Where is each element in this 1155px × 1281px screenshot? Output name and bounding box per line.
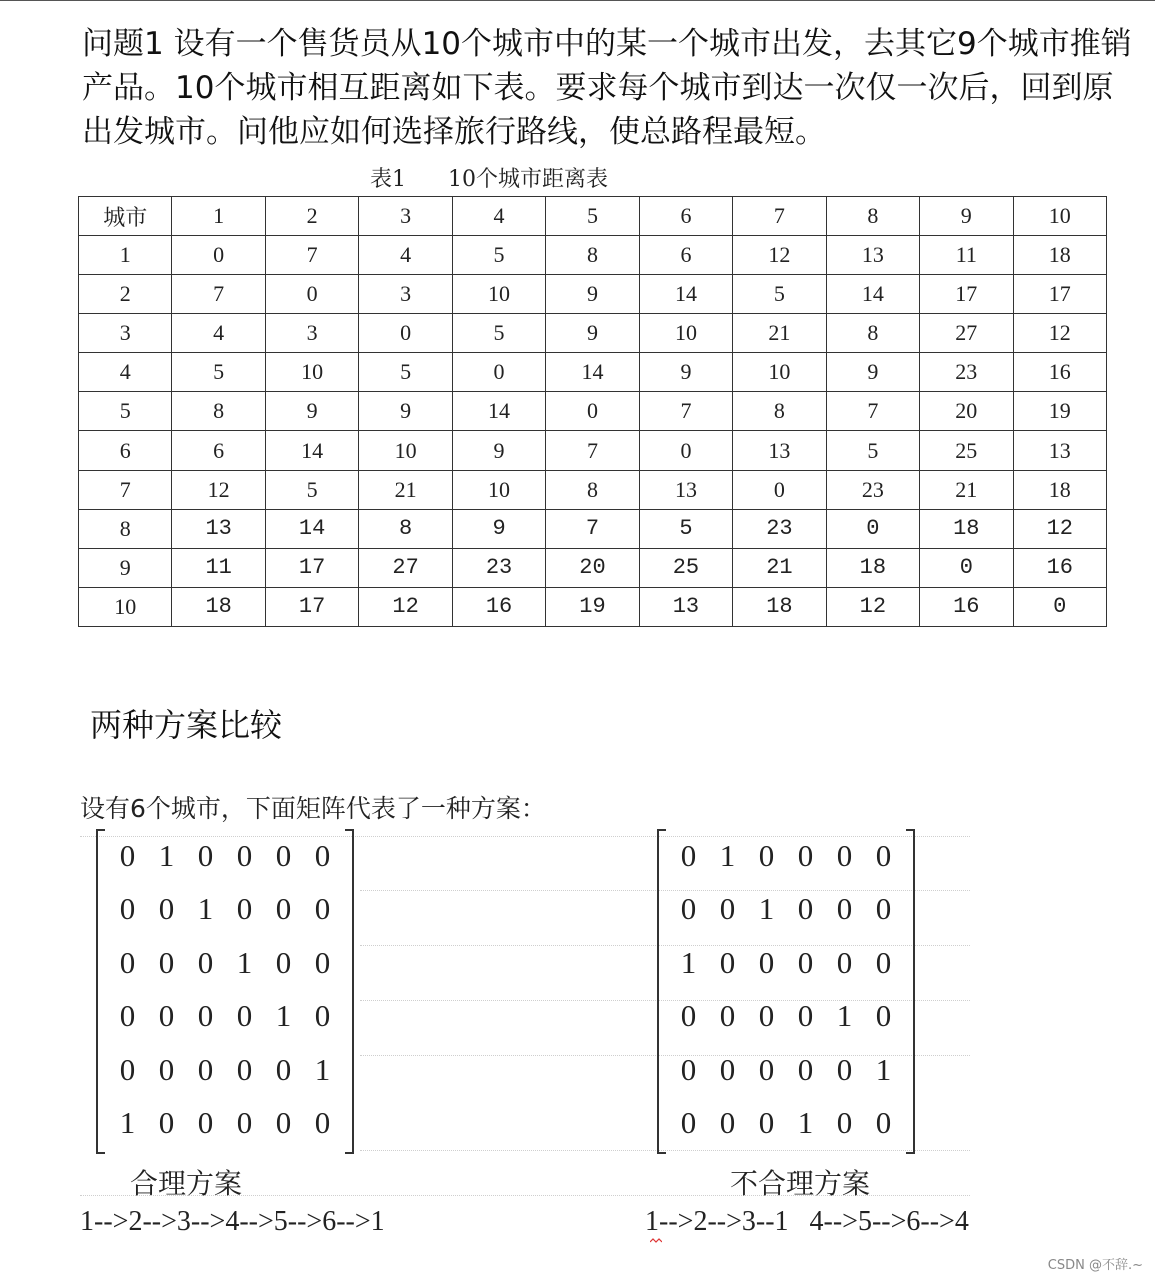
distance-cell: 12 xyxy=(172,470,265,509)
row-header-cell: 4 xyxy=(79,353,172,392)
matrix-entry: 0 xyxy=(797,1051,814,1087)
matrix-entry: 0 xyxy=(314,944,331,980)
matrix-entry: 0 xyxy=(680,837,697,873)
matrix-entry: 0 xyxy=(758,944,775,980)
matrix-entry: 0 xyxy=(275,1051,292,1087)
distance-cell: 5 xyxy=(359,353,452,392)
distance-cell: 0 xyxy=(452,353,545,392)
distance-cell: 14 xyxy=(265,431,358,470)
distance-cell: 12 xyxy=(733,236,826,275)
matrix-grid xyxy=(108,829,342,1150)
matrix-entry: 0 xyxy=(314,1105,331,1141)
matrix-entry: 0 xyxy=(758,998,775,1034)
matrix-entry: 0 xyxy=(236,998,253,1034)
row-header-cell: 10 xyxy=(79,587,172,626)
matrix-entry: 1 xyxy=(680,944,697,980)
matrix-entry: 0 xyxy=(314,837,331,873)
distance-cell: 14 xyxy=(826,275,919,314)
matrix-entry: 0 xyxy=(119,1051,136,1087)
distance-cell: 3 xyxy=(359,275,452,314)
spellcheck-squiggle xyxy=(650,1238,662,1244)
matrix-entry: 1 xyxy=(758,891,775,927)
distance-cell: 10 xyxy=(639,314,732,353)
distance-cell: 7 xyxy=(546,431,639,470)
row-header-cell: 6 xyxy=(79,431,172,470)
matrix-entry: 0 xyxy=(197,1051,214,1087)
matrix-entry: 0 xyxy=(719,891,736,927)
section-title: 两种方案比较 xyxy=(90,706,283,744)
distance-cell: 13 xyxy=(733,431,826,470)
matrix-entry: 0 xyxy=(797,998,814,1034)
distance-cell: 7 xyxy=(265,236,358,275)
distance-cell: 11 xyxy=(920,236,1013,275)
reasonable-label: 合理方案 xyxy=(130,1167,243,1200)
distance-cell: 17 xyxy=(265,587,358,626)
table-header-row xyxy=(79,197,1107,236)
matrix-entry: 0 xyxy=(275,944,292,980)
matrix-entry: 0 xyxy=(836,891,853,927)
distance-cell: 17 xyxy=(1013,275,1106,314)
distance-cell: 21 xyxy=(359,470,452,509)
matrix-entry: 0 xyxy=(119,891,136,927)
distance-cell: 13 xyxy=(1013,431,1106,470)
distance-cell: 14 xyxy=(639,275,732,314)
matrix-entry: 0 xyxy=(797,837,814,873)
matrix-entry: 0 xyxy=(875,837,892,873)
distance-cell: 3 xyxy=(265,314,358,353)
distance-cell: 21 xyxy=(920,470,1013,509)
distance-cell: 10 xyxy=(452,470,545,509)
table-row xyxy=(79,275,1107,314)
matrix-entry: 0 xyxy=(275,837,292,873)
matrix-entry: 0 xyxy=(719,1051,736,1087)
distance-cell: 20 xyxy=(546,548,639,587)
distance-cell: 23 xyxy=(826,470,919,509)
right-bracket xyxy=(345,829,354,1154)
distance-cell: 13 xyxy=(826,236,919,275)
matrix-entry: 1 xyxy=(875,1051,892,1087)
matrix-entry: 0 xyxy=(680,891,697,927)
matrix-entry: 0 xyxy=(158,1051,175,1087)
distance-cell: 12 xyxy=(826,587,919,626)
distance-cell: 27 xyxy=(920,314,1013,353)
distance-cell: 21 xyxy=(733,314,826,353)
unreasonable-route: 1-->2-->3--1 4-->5-->6-->4 xyxy=(645,1206,969,1237)
matrix-entry: 1 xyxy=(197,891,214,927)
matrix-entry: 0 xyxy=(836,1105,853,1141)
column-header-cell: 2 xyxy=(265,197,358,236)
distance-cell: 23 xyxy=(733,509,826,548)
column-header-cell: 8 xyxy=(826,197,919,236)
header-corner-cell: 城市 xyxy=(79,197,172,236)
matrix-entry: 0 xyxy=(758,837,775,873)
matrix-entry: 0 xyxy=(236,1051,253,1087)
distance-cell: 12 xyxy=(359,587,452,626)
matrix-entry: 0 xyxy=(158,891,175,927)
reasonable-matrix xyxy=(96,829,354,1150)
distance-cell: 18 xyxy=(1013,470,1106,509)
distance-cell: 16 xyxy=(920,587,1013,626)
unreasonable-label: 不合理方案 xyxy=(730,1167,871,1200)
distance-cell: 13 xyxy=(639,587,732,626)
matrix-entry: 0 xyxy=(836,944,853,980)
distance-cell: 8 xyxy=(546,236,639,275)
distance-cell: 8 xyxy=(733,392,826,431)
distance-cell: 0 xyxy=(172,236,265,275)
distance-cell: 0 xyxy=(1013,587,1106,626)
distance-cell: 5 xyxy=(452,314,545,353)
table-row xyxy=(79,470,1107,509)
column-header-cell: 9 xyxy=(920,197,1013,236)
distance-cell: 9 xyxy=(546,314,639,353)
matrix-entry: 0 xyxy=(275,1105,292,1141)
row-header-cell: 8 xyxy=(79,509,172,548)
column-header-cell: 4 xyxy=(452,197,545,236)
distance-cell: 8 xyxy=(826,314,919,353)
distance-cell: 9 xyxy=(452,509,545,548)
matrix-entry: 0 xyxy=(680,998,697,1034)
matrix-entry: 0 xyxy=(836,837,853,873)
table-row xyxy=(79,548,1107,587)
distance-cell: 0 xyxy=(733,470,826,509)
distance-cell: 4 xyxy=(359,236,452,275)
matrix-entry: 0 xyxy=(236,1105,253,1141)
row-header-cell: 2 xyxy=(79,275,172,314)
distance-cell: 9 xyxy=(452,431,545,470)
matrix-entry: 0 xyxy=(875,998,892,1034)
matrix-entry: 0 xyxy=(119,998,136,1034)
matrix-entry: 0 xyxy=(236,837,253,873)
matrix-entry: 1 xyxy=(236,944,253,980)
distance-cell: 27 xyxy=(359,548,452,587)
matrix-entry: 0 xyxy=(119,944,136,980)
watermark: CSDN @不辞.~ xyxy=(1047,1258,1143,1273)
matrix-entry: 0 xyxy=(314,998,331,1034)
matrix-entry: 1 xyxy=(797,1105,814,1141)
unreasonable-matrix xyxy=(657,829,915,1150)
matrix-entry: 0 xyxy=(275,891,292,927)
distance-cell: 16 xyxy=(1013,548,1106,587)
distance-cell: 14 xyxy=(452,392,545,431)
matrix-entry: 0 xyxy=(119,837,136,873)
problem-statement: 问题1 设有一个售货员从10个城市中的某一个城市出发，去其它9个城市推销产品。10个城市相互距离如下表。要求每个城市到达一次仅一次后，回到原出发城市。问他应如何选择旅行路线，使总路程最短。 xyxy=(82,26,1132,150)
matrix-entry: 0 xyxy=(758,1105,775,1141)
matrix-entry: 0 xyxy=(719,998,736,1034)
matrix-entry: 0 xyxy=(875,1105,892,1141)
distance-table xyxy=(78,196,1107,627)
distance-cell: 10 xyxy=(359,431,452,470)
distance-cell: 23 xyxy=(920,353,1013,392)
distance-cell: 9 xyxy=(359,392,452,431)
distance-cell: 5 xyxy=(826,431,919,470)
matrix-entry: 0 xyxy=(197,837,214,873)
matrix-entry: 0 xyxy=(158,998,175,1034)
matrix-entry: 0 xyxy=(158,944,175,980)
distance-cell: 0 xyxy=(265,275,358,314)
distance-cell: 20 xyxy=(920,392,1013,431)
distance-cell: 10 xyxy=(733,353,826,392)
row-header-cell: 7 xyxy=(79,470,172,509)
distance-cell: 8 xyxy=(546,470,639,509)
distance-cell: 18 xyxy=(826,548,919,587)
distance-cell: 10 xyxy=(265,353,358,392)
distance-cell: 25 xyxy=(639,548,732,587)
table-row xyxy=(79,587,1107,626)
matrix-entry: 0 xyxy=(836,1051,853,1087)
distance-cell: 0 xyxy=(639,431,732,470)
matrix-entry: 0 xyxy=(719,1105,736,1141)
distance-cell: 0 xyxy=(546,392,639,431)
column-header-cell: 1 xyxy=(172,197,265,236)
distance-cell: 12 xyxy=(1013,314,1106,353)
top-rule xyxy=(0,0,1155,1)
row-header-cell: 3 xyxy=(79,314,172,353)
distance-cell: 6 xyxy=(639,236,732,275)
matrix-entry: 1 xyxy=(719,837,736,873)
distance-cell: 16 xyxy=(452,587,545,626)
matrix-entry: 0 xyxy=(197,944,214,980)
distance-cell: 9 xyxy=(639,353,732,392)
matrix-entry: 0 xyxy=(314,891,331,927)
distance-cell: 12 xyxy=(1013,509,1106,548)
column-header-cell: 5 xyxy=(546,197,639,236)
table-row xyxy=(79,314,1107,353)
distance-cell: 7 xyxy=(172,275,265,314)
distance-cell: 17 xyxy=(265,548,358,587)
matrix-entry: 0 xyxy=(236,891,253,927)
distance-cell: 18 xyxy=(920,509,1013,548)
matrix-entry: 1 xyxy=(158,837,175,873)
table-row xyxy=(79,509,1107,548)
left-bracket xyxy=(657,829,666,1154)
distance-cell: 19 xyxy=(1013,392,1106,431)
row-header-cell: 1 xyxy=(79,236,172,275)
distance-cell: 9 xyxy=(826,353,919,392)
reasonable-route: 1-->2-->3-->4-->5-->6-->1 xyxy=(80,1206,385,1237)
matrix-entry: 0 xyxy=(719,944,736,980)
distance-cell: 0 xyxy=(826,509,919,548)
matrix-entry: 0 xyxy=(875,891,892,927)
matrix-entry: 1 xyxy=(836,998,853,1034)
distance-cell: 9 xyxy=(265,392,358,431)
column-header-cell: 6 xyxy=(639,197,732,236)
distance-cell: 19 xyxy=(546,587,639,626)
distance-cell: 5 xyxy=(639,509,732,548)
distance-cell: 7 xyxy=(546,509,639,548)
distance-cell: 21 xyxy=(733,548,826,587)
matrix-entry: 0 xyxy=(797,891,814,927)
matrix-entry: 0 xyxy=(758,1051,775,1087)
row-header-cell: 9 xyxy=(79,548,172,587)
distance-cell: 5 xyxy=(172,353,265,392)
table-row xyxy=(79,431,1107,470)
distance-cell: 5 xyxy=(452,236,545,275)
intro-text: 设有6个城市，下面矩阵代表了一种方案： xyxy=(80,794,546,823)
distance-cell: 17 xyxy=(920,275,1013,314)
distance-cell: 16 xyxy=(1013,353,1106,392)
matrix-entry: 0 xyxy=(875,944,892,980)
distance-cell: 0 xyxy=(359,314,452,353)
column-header-cell: 10 xyxy=(1013,197,1106,236)
matrix-grid xyxy=(669,829,903,1150)
table-caption: 表1 10个城市距离表 xyxy=(370,167,608,192)
right-bracket xyxy=(906,829,915,1154)
matrix-entry: 0 xyxy=(680,1105,697,1141)
distance-cell: 8 xyxy=(172,392,265,431)
left-bracket xyxy=(96,829,105,1154)
distance-cell: 14 xyxy=(546,353,639,392)
distance-cell: 18 xyxy=(172,587,265,626)
matrix-entry: 1 xyxy=(119,1105,136,1141)
matrix-entry: 0 xyxy=(158,1105,175,1141)
matrix-entry: 0 xyxy=(197,1105,214,1141)
matrix-entry: 0 xyxy=(197,998,214,1034)
distance-cell: 7 xyxy=(639,392,732,431)
distance-cell: 10 xyxy=(452,275,545,314)
distance-cell: 7 xyxy=(826,392,919,431)
distance-cell: 8 xyxy=(359,509,452,548)
row-header-cell: 5 xyxy=(79,392,172,431)
distance-cell: 18 xyxy=(1013,236,1106,275)
distance-cell: 25 xyxy=(920,431,1013,470)
distance-cell: 0 xyxy=(920,548,1013,587)
distance-cell: 14 xyxy=(265,509,358,548)
column-header-cell: 7 xyxy=(733,197,826,236)
distance-cell: 11 xyxy=(172,548,265,587)
distance-cell: 23 xyxy=(452,548,545,587)
distance-cell: 5 xyxy=(265,470,358,509)
table-row xyxy=(79,236,1107,275)
distance-cell: 13 xyxy=(172,509,265,548)
table-row xyxy=(79,392,1107,431)
distance-cell: 6 xyxy=(172,431,265,470)
distance-cell: 4 xyxy=(172,314,265,353)
column-header-cell: 3 xyxy=(359,197,452,236)
matrix-entry: 0 xyxy=(680,1051,697,1087)
table-row xyxy=(79,353,1107,392)
distance-cell: 18 xyxy=(733,587,826,626)
distance-cell: 9 xyxy=(546,275,639,314)
matrix-entry: 0 xyxy=(797,944,814,980)
matrix-entry: 1 xyxy=(314,1051,331,1087)
distance-cell: 5 xyxy=(733,275,826,314)
matrix-entry: 1 xyxy=(275,998,292,1034)
distance-cell: 13 xyxy=(639,470,732,509)
